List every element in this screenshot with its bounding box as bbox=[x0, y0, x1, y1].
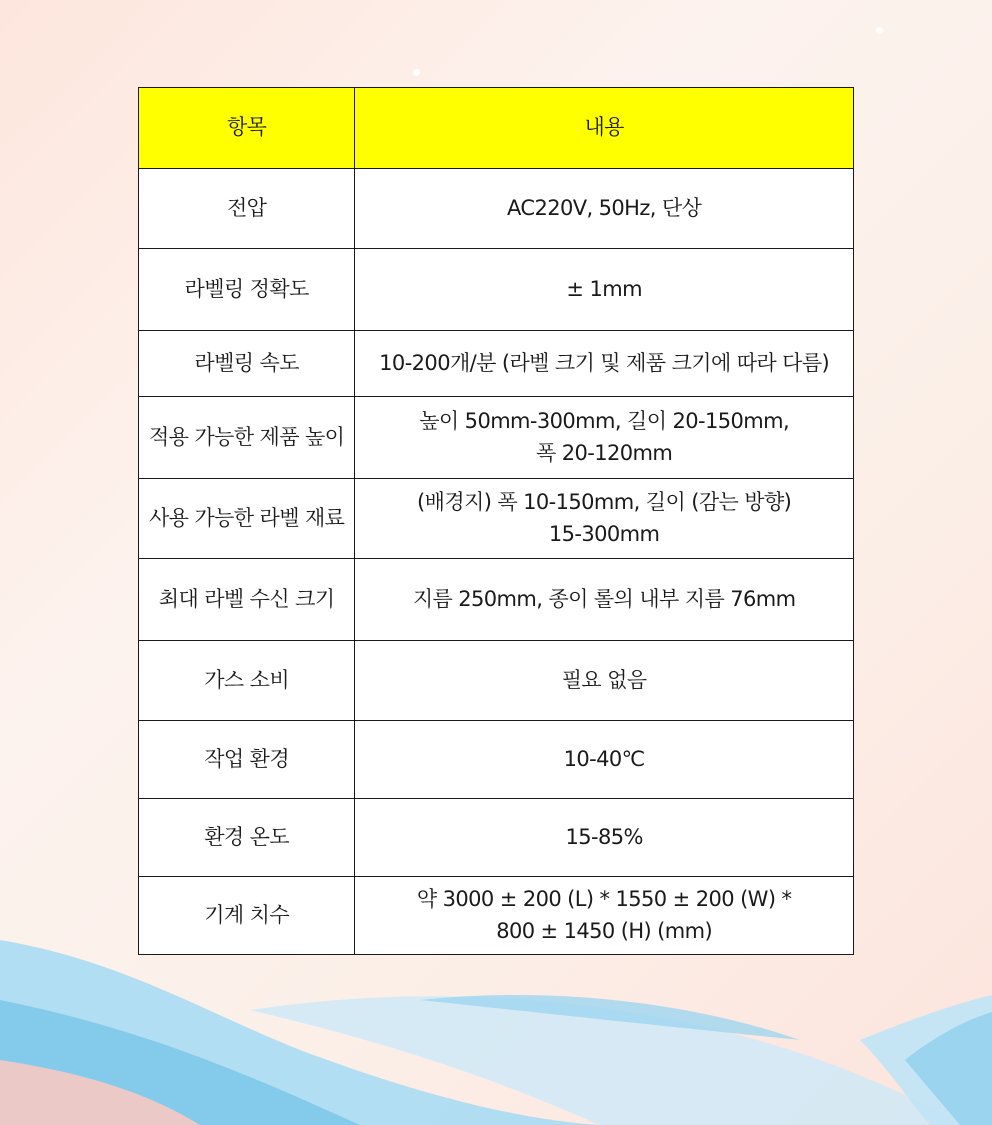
table-row bbox=[139, 397, 854, 479]
spec-item-label: 기계 치수 bbox=[139, 877, 355, 955]
decorative-dot bbox=[413, 69, 420, 76]
spec-item-label: 사용 가능한 라벨 재료 bbox=[139, 479, 355, 559]
spec-item-label: 라벨링 속도 bbox=[139, 331, 355, 397]
spec-value-line: 10-40℃ bbox=[563, 746, 645, 771]
spec-value-line: 15-300mm bbox=[548, 521, 660, 546]
table-row bbox=[139, 249, 854, 331]
spec-item-value bbox=[355, 641, 854, 721]
header-content: 내용 bbox=[355, 88, 854, 169]
spec-value-line: 필요 없음 bbox=[561, 667, 647, 692]
spec-item-value bbox=[355, 249, 854, 331]
spec-item-label: 전압 bbox=[139, 169, 355, 249]
decorative-dot bbox=[876, 27, 883, 34]
spec-item-label: 라벨링 정확도 bbox=[139, 249, 355, 331]
spec-value-line: 높이 50mm-300mm, 길이 20-150mm, bbox=[419, 409, 790, 433]
table-row bbox=[139, 799, 854, 877]
spec-item-value bbox=[355, 559, 854, 641]
table-row bbox=[139, 169, 854, 249]
table-row bbox=[139, 641, 854, 721]
table-row bbox=[139, 479, 854, 559]
spec-item-value bbox=[355, 331, 854, 397]
spec-value-line: 약 3000 ± 200 (L) * 1550 ± 200 (W) * bbox=[416, 887, 792, 911]
spec-item-value bbox=[355, 169, 854, 249]
table-row bbox=[139, 721, 854, 799]
spec-value-line: 800 ± 1450 (H) (mm) bbox=[496, 918, 713, 943]
table-row bbox=[139, 877, 854, 955]
spec-value-line: ± 1mm bbox=[566, 276, 642, 301]
spec-value-line: (배경지) 폭 10-150mm, 길이 (감는 방향) bbox=[417, 490, 792, 514]
spec-table bbox=[138, 87, 854, 955]
spec-value-line: 지름 250mm, 종이 롤의 내부 지름 76mm bbox=[412, 586, 796, 611]
spec-item-value bbox=[355, 397, 854, 479]
spec-item-value bbox=[355, 479, 854, 559]
spec-item-value bbox=[355, 721, 854, 799]
spec-item-label: 환경 온도 bbox=[139, 799, 355, 877]
spec-value-line: AC220V, 50Hz, 단상 bbox=[506, 195, 702, 220]
header-item: 항목 bbox=[139, 88, 355, 169]
spec-item-label: 가스 소비 bbox=[139, 641, 355, 721]
spec-item-value bbox=[355, 877, 854, 955]
table-header-row bbox=[139, 88, 854, 169]
spec-item-label: 작업 환경 bbox=[139, 721, 355, 799]
spec-item-value bbox=[355, 799, 854, 877]
spec-value-line: 폭 20-120mm bbox=[536, 440, 673, 465]
table-row bbox=[139, 331, 854, 397]
spec-value-line: 10-200개/분 (라벨 크기 및 제품 크기에 따라 다름) bbox=[379, 350, 830, 375]
spec-item-label: 최대 라벨 수신 크기 bbox=[139, 559, 355, 641]
table-row bbox=[139, 559, 854, 641]
spec-value-line: 15-85% bbox=[565, 824, 643, 849]
spec-item-label: 적용 가능한 제품 높이 bbox=[139, 397, 355, 479]
